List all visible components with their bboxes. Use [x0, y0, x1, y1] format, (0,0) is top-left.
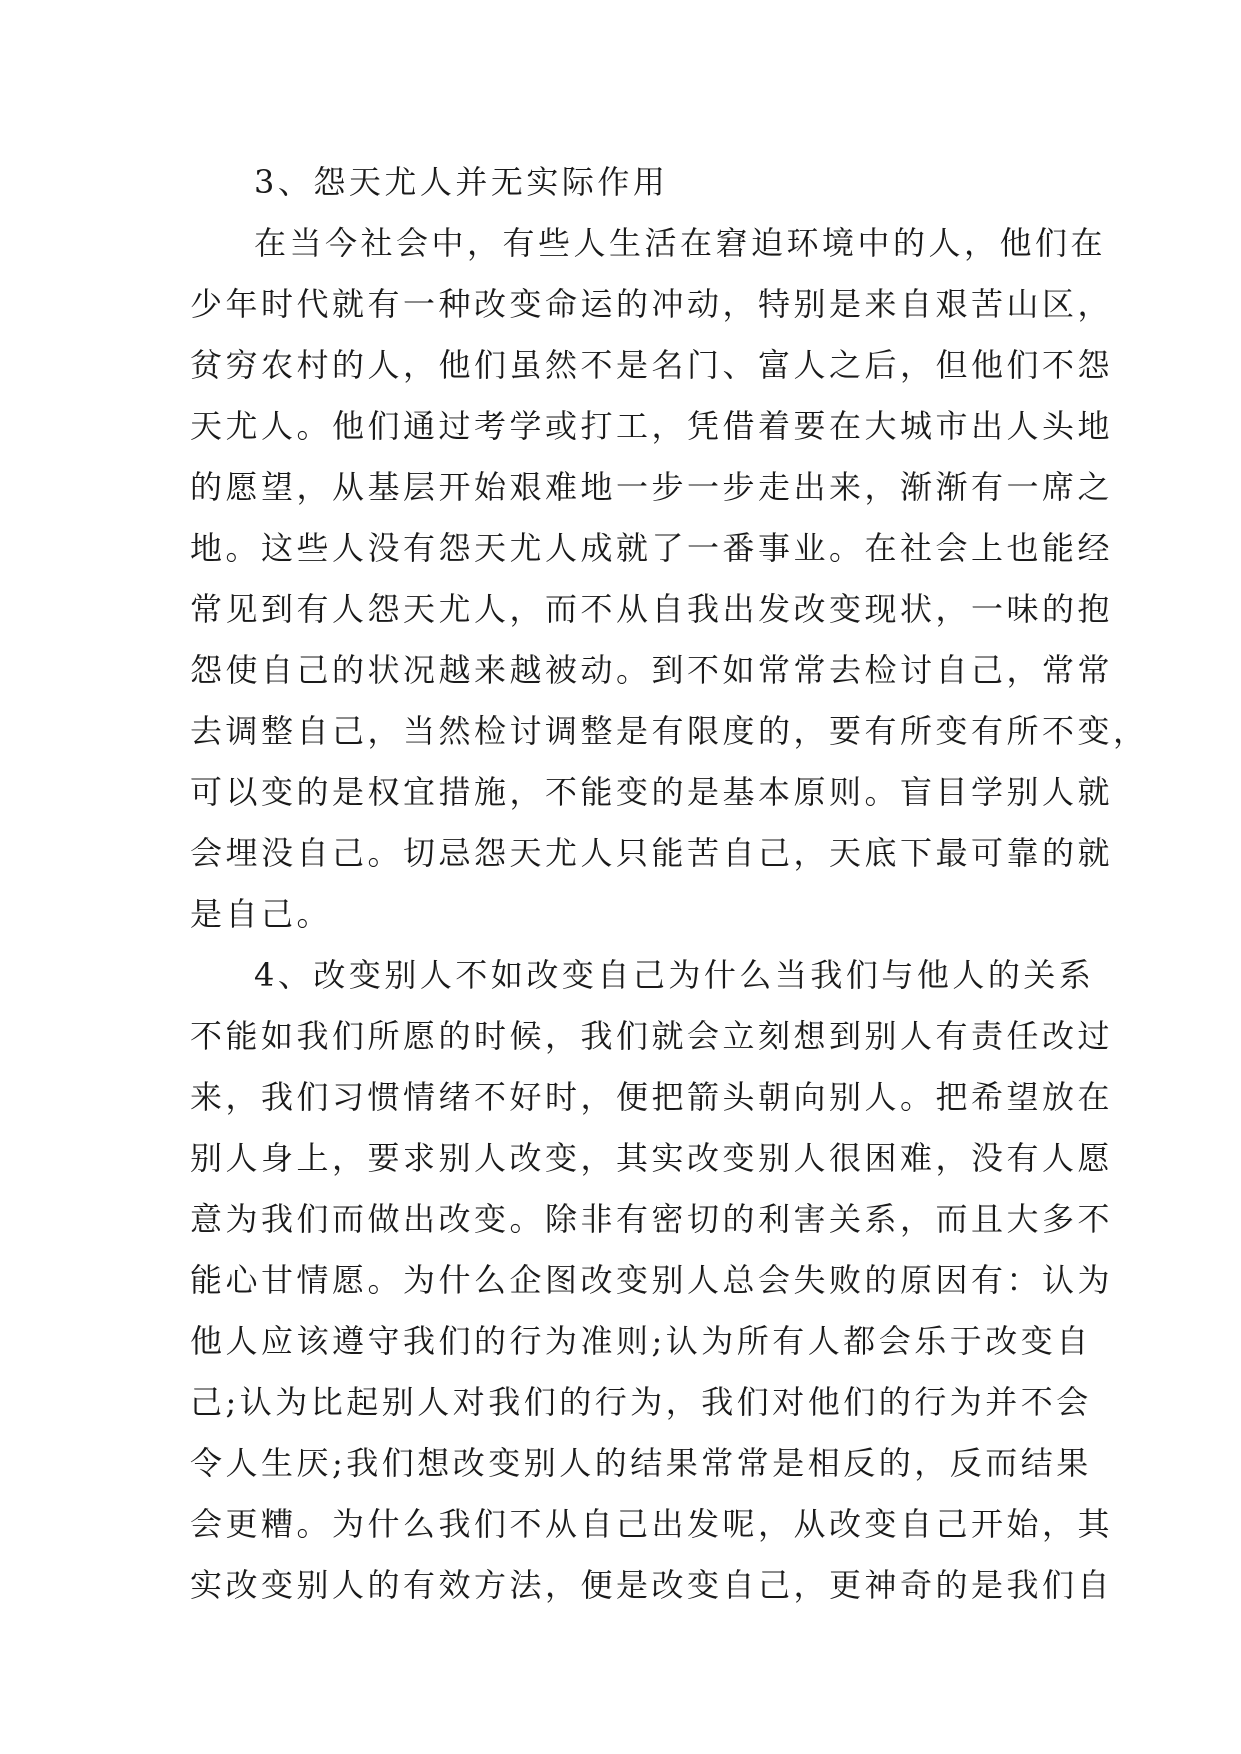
paragraph-line: 令人生厌;我们想改变别人的结果常常是相反的，反而结果 — [190, 1444, 1092, 1482]
paragraph-line: 来，我们习惯情绪不好时，便把箭头朝向别人。把希望放在 — [190, 1078, 1114, 1116]
paragraph-line: 会更糟。为什么我们不从自己出发呢，从改变自己开始，其 — [190, 1505, 1114, 1543]
paragraph-line: 贫穷农村的人，他们虽然不是名门、富人之后，但他们不怨 — [190, 346, 1114, 384]
paragraph-line: 怨使自己的状况越来越被动。到不如常常去检讨自己，常常 — [190, 651, 1114, 689]
paragraph-line: 少年时代就有一种改变命运的冲动，特别是来自艰苦山区， — [190, 285, 1114, 323]
paragraph-line: 常见到有人怨天尤人，而不从自我出发改变现状，一味的抱 — [190, 590, 1114, 628]
paragraph-line: 能心甘情愿。为什么企图改变别人总会失败的原因有：认为 — [190, 1261, 1114, 1299]
paragraph-line: 他人应该遵守我们的行为准则;认为所有人都会乐于改变自 — [190, 1322, 1092, 1360]
paragraph-line: 的愿望，从基层开始艰难地一步一步走出来，渐渐有一席之 — [190, 468, 1114, 506]
paragraph-line: 去调整自己，当然检讨调整是有限度的，要有所变有所不变， — [190, 712, 1149, 750]
paragraph-line: 是自己。 — [190, 895, 333, 933]
paragraph-line: 地。这些人没有怨天尤人成就了一番事业。在社会上也能经 — [190, 529, 1114, 567]
section-heading-3: 3、怨天尤人并无实际作用 — [254, 163, 669, 201]
paragraph-line: 己;认为比起别人对我们的行为，我们对他们的行为并不会 — [190, 1383, 1092, 1421]
paragraph-line: 不能如我们所愿的时候，我们就会立刻想到别人有责任改过 — [190, 1017, 1114, 1055]
document-body — [190, 152, 1149, 1616]
paragraph-line: 意为我们而做出改变。除非有密切的利害关系，而且大多不 — [190, 1200, 1114, 1238]
paragraph-line: 可以变的是权宜措施，不能变的是基本原则。盲目学别人就 — [190, 773, 1114, 811]
paragraph-line: 实改变别人的有效方法，便是改变自己，更神奇的是我们自 — [190, 1566, 1114, 1604]
section-heading-4: 4、改变别人不如改变自己为什么当我们与他人的关系 — [254, 956, 1095, 994]
paragraph-line: 天尤人。他们通过考学或打工，凭借着要在大城市出人头地 — [190, 407, 1114, 445]
paragraph-line: 在当今社会中，有些人生活在窘迫环境中的人，他们在 — [254, 224, 1107, 262]
paragraph-line: 会埋没自己。切忌怨天尤人只能苦自己，天底下最可靠的就 — [190, 834, 1114, 872]
paragraph-line: 别人身上，要求别人改变，其实改变别人很困难，没有人愿 — [190, 1139, 1114, 1177]
